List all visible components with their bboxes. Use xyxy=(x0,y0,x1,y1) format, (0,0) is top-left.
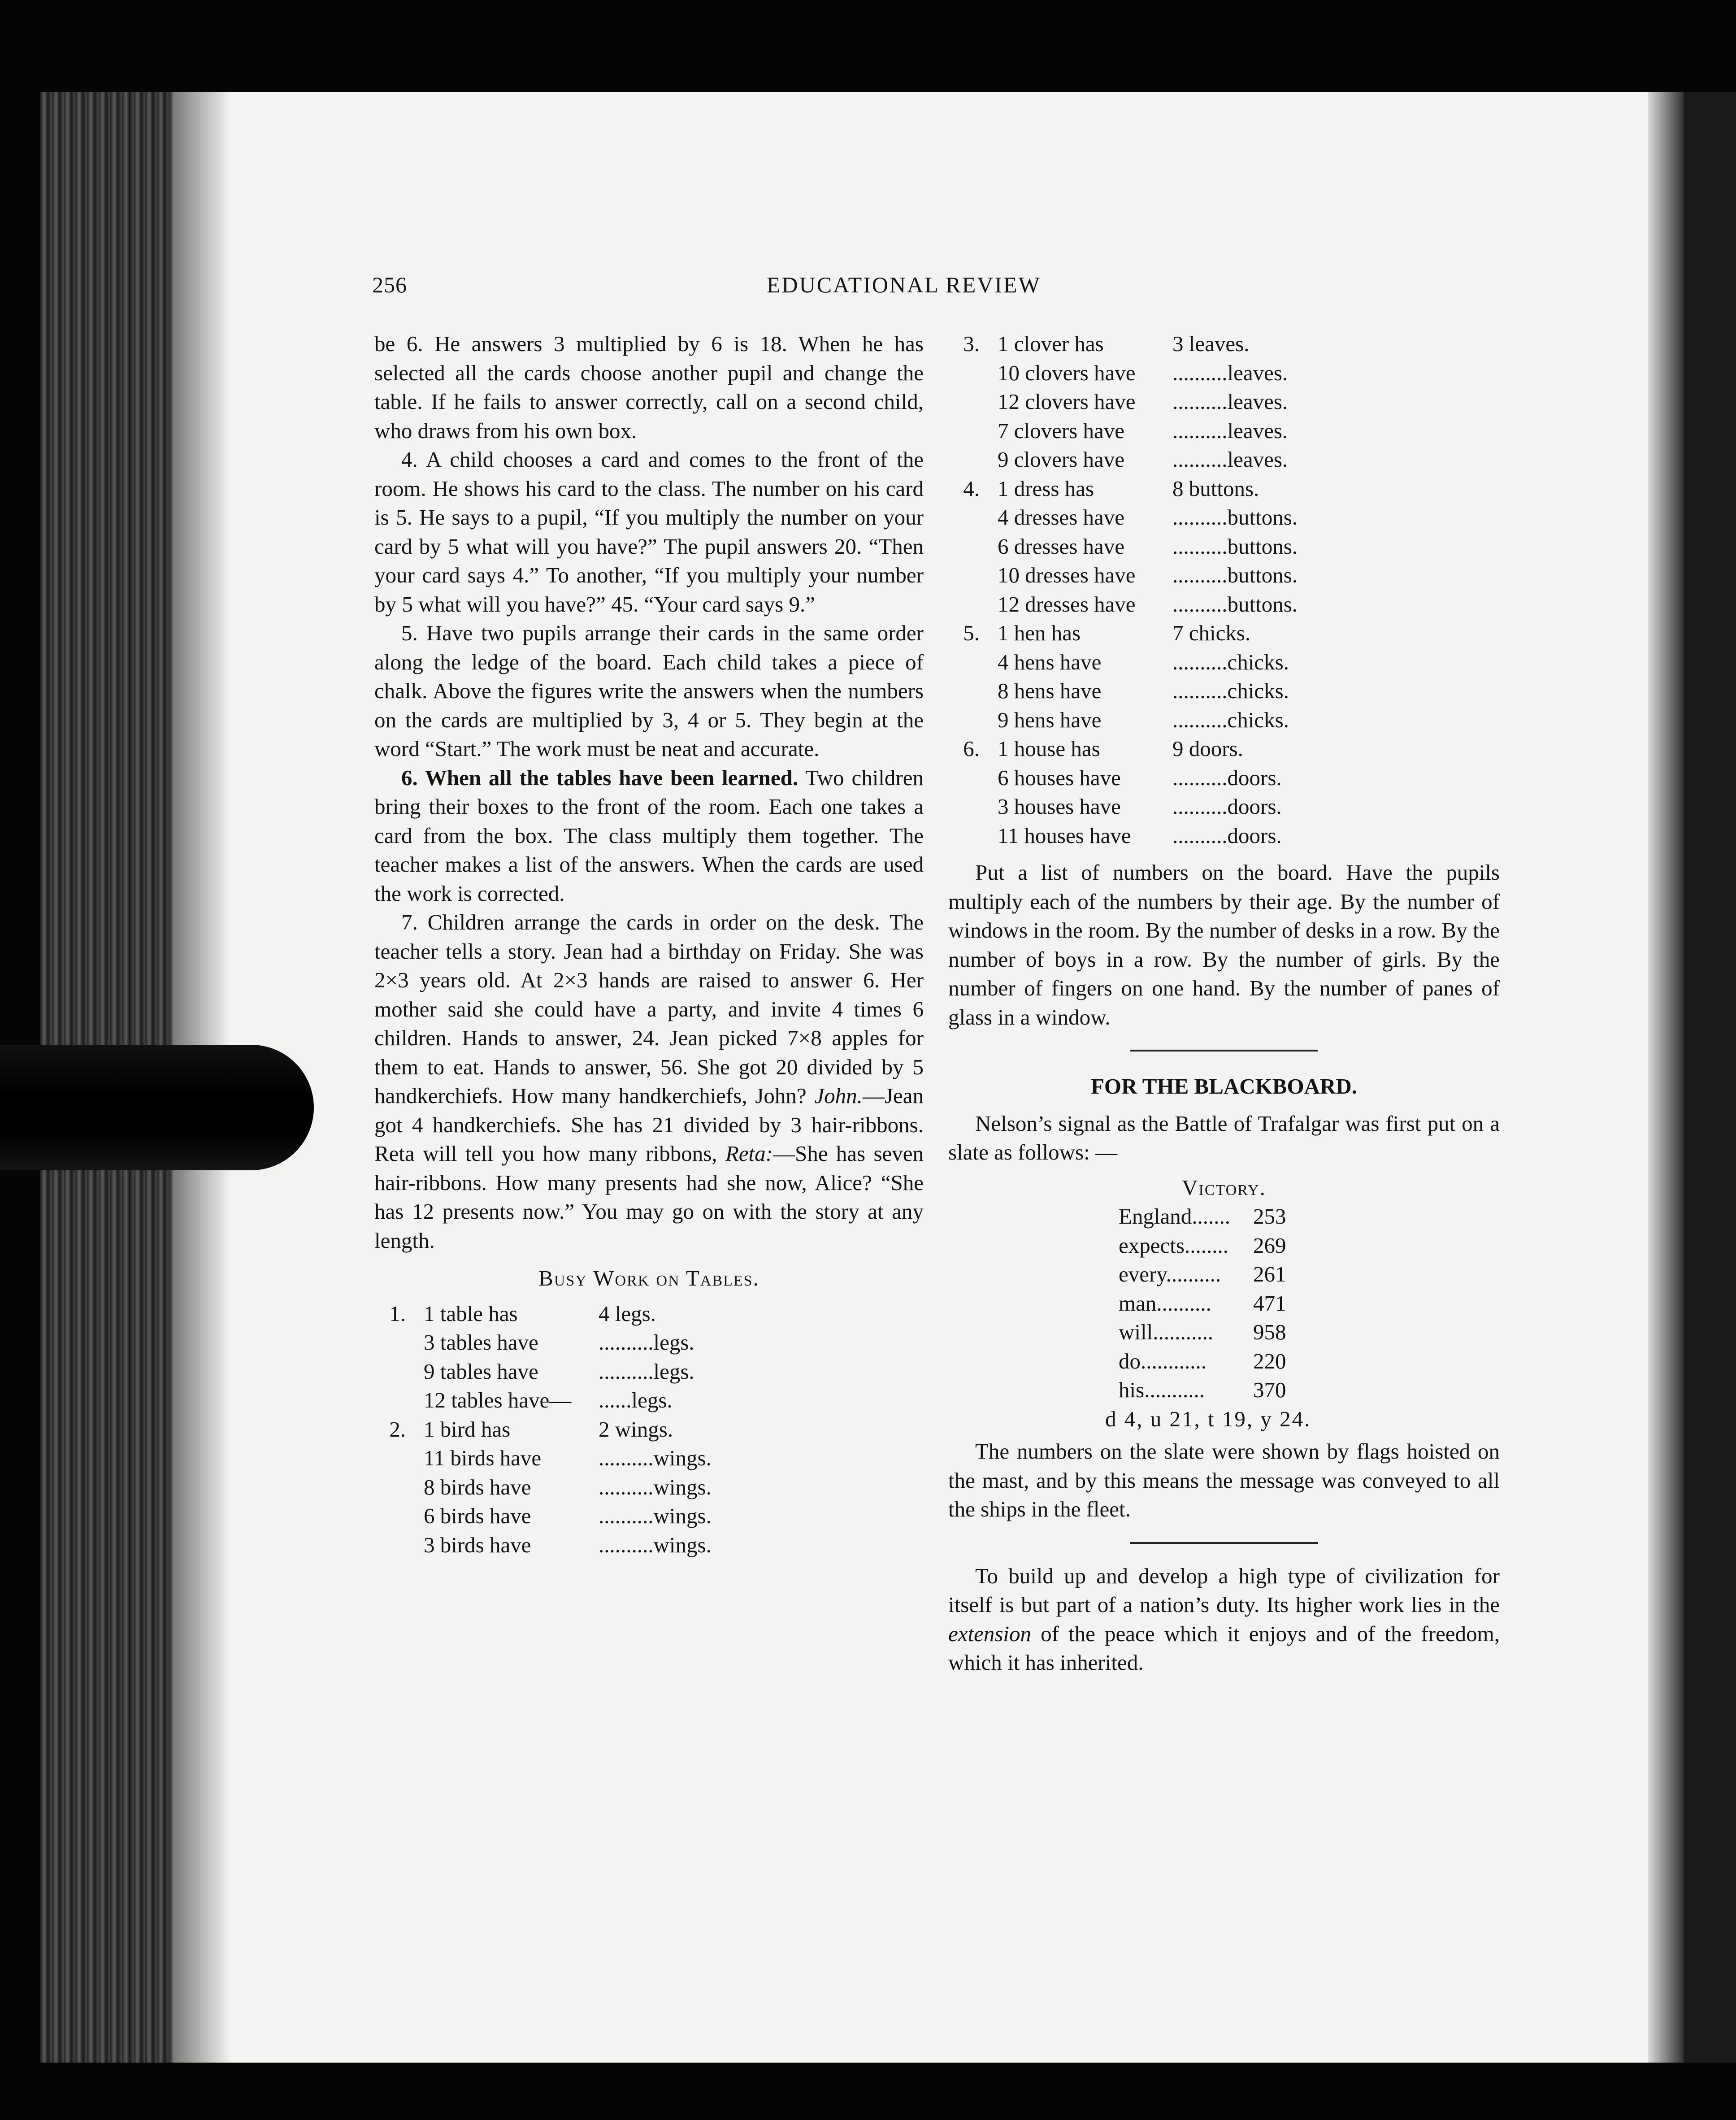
list-item xyxy=(948,503,1500,532)
list-number xyxy=(374,1328,424,1357)
list-item xyxy=(948,706,1500,735)
signal-word xyxy=(1119,1231,1253,1260)
signal-number: 370 xyxy=(1253,1377,1286,1402)
list-number xyxy=(948,417,998,446)
list-value: ..........wings. xyxy=(599,1446,712,1470)
victory-heading: Victory. xyxy=(1182,1175,1266,1200)
list-item xyxy=(948,792,1500,821)
paragraph xyxy=(374,908,924,1255)
list-value: ..........leaves. xyxy=(1172,360,1288,385)
dot-leader: ........... xyxy=(1144,1377,1205,1402)
list-quantity: 6 dresses have xyxy=(998,534,1125,559)
list-number: 4. xyxy=(963,476,980,501)
signal-word-text: man xyxy=(1119,1290,1157,1316)
list-number xyxy=(948,387,998,417)
list-item xyxy=(374,1444,924,1473)
list-value: ..........doors. xyxy=(1172,823,1282,848)
paragraph-text: —Jean got 4 handkerchiefs. She has 21 divided by 3 hair-ribbons. Reta will tell you how many ribbons, xyxy=(374,1083,924,1166)
left-column xyxy=(374,330,924,1560)
signal-code-row xyxy=(1119,1202,1500,1231)
dot-leader: ....... xyxy=(1192,1204,1231,1229)
list-quantity: 1 bird has xyxy=(424,1416,511,1442)
list-value: ..........chicks. xyxy=(1172,707,1289,732)
list-quantity: 1 table has xyxy=(424,1301,518,1326)
list-number xyxy=(948,590,998,619)
list-value: ..........chicks. xyxy=(1172,649,1289,674)
list-quantity: 12 dresses have xyxy=(998,591,1136,617)
dot-leader: .......... xyxy=(1156,1290,1211,1316)
list-value: ..........legs. xyxy=(599,1330,694,1355)
journal-title: EDUCATIONAL REVIEW xyxy=(767,272,1041,297)
paragraph-text: of the peace which it enjoys and of the freedom, which it has inherited. xyxy=(948,1621,1500,1675)
list-number xyxy=(374,1502,424,1531)
list-quantity: 6 houses have xyxy=(998,765,1121,790)
list-quantity: 6 birds have xyxy=(424,1503,531,1528)
signal-number: 261 xyxy=(1253,1262,1286,1286)
list-quantity: 10 dresses have xyxy=(998,563,1136,587)
list-quantity: 8 birds have xyxy=(424,1474,531,1499)
signal-code-row xyxy=(1119,1376,1500,1405)
list-quantity: 8 hens have xyxy=(998,678,1102,703)
paragraph: 4. A child chooses a card and comes to the front of the room. He shows his card to the class. The number on his card is 5. He says to a pupil, “If you multiply the number on your card by 5 what will you have?” The pupil answers 20. “Then your card says 4.” To another, “If you multiply your number by 5 what will you have?” 45. “Your card says 9.” xyxy=(374,447,924,617)
list-quantity: 1 hen has xyxy=(998,621,1081,645)
book-gutter xyxy=(1648,92,1684,2063)
list-quantity: 9 hens have xyxy=(998,707,1102,732)
busy-work-list-left xyxy=(374,1299,924,1560)
paragraph-text: —She has seven hair-ribbons. How many presents had she now, Alice? “She has 12 presents now.” You may go on with the story at any length. xyxy=(374,1141,924,1253)
list-item xyxy=(948,821,1500,851)
signal-word xyxy=(1119,1318,1253,1347)
list-number xyxy=(374,1473,424,1502)
list-number xyxy=(948,792,998,821)
list-item xyxy=(374,1386,924,1415)
list-quantity: 11 houses have xyxy=(998,823,1131,848)
signal-number: 269 xyxy=(1253,1233,1286,1258)
paragraph xyxy=(948,1562,1500,1677)
list-number xyxy=(948,532,998,561)
list-number: 6. xyxy=(963,736,980,761)
list-value: ..........leaves. xyxy=(1172,389,1288,414)
list-item xyxy=(374,1502,924,1531)
list-number xyxy=(374,1444,424,1473)
list-quantity: 3 houses have xyxy=(998,794,1121,819)
signal-number: 220 xyxy=(1253,1348,1286,1373)
list-quantity: 3 birds have xyxy=(424,1532,531,1557)
list-number xyxy=(948,821,998,851)
list-quantity: 4 hens have xyxy=(998,649,1102,674)
list-item xyxy=(948,561,1500,590)
signal-word-text: his xyxy=(1119,1377,1145,1402)
list-item xyxy=(948,764,1500,793)
list-item xyxy=(948,474,1500,504)
signal-word xyxy=(1119,1376,1253,1405)
paragraph: 5. Have two pupils arrange their cards in the same order along the ledge of the board. Each child takes a piece of chalk. Above the figures write the answers when the numbers on the cards are multiplied by 3, 4 or 5. They begin at the word “Start.” The work must be neat and accurate. xyxy=(374,621,924,761)
list-value: ..........buttons. xyxy=(1172,505,1298,530)
signal-word xyxy=(1119,1289,1253,1318)
list-value: ..........chicks. xyxy=(1172,678,1289,703)
list-number xyxy=(948,706,998,735)
signal-extra: d 4, u 21, t 19, y 24. xyxy=(1105,1406,1311,1431)
list-quantity: 10 clovers have xyxy=(998,360,1136,385)
dot-leader: ........... xyxy=(1153,1320,1213,1344)
paragraph: Nelson’s signal as the Battle of Trafalgar was first put on a slate as follows: — xyxy=(948,1111,1500,1164)
list-value: ..........legs. xyxy=(599,1359,694,1384)
list-value: ..........doors. xyxy=(1172,794,1282,819)
list-item xyxy=(948,359,1500,388)
signal-word xyxy=(1119,1202,1253,1231)
list-number xyxy=(948,445,998,474)
italic-name: John. xyxy=(814,1083,863,1108)
paragraph: be 6. He answers 3 multiplied by 6 is 18. When he has selected all the cards choose another pupil and change the table. If he fails to answer correctly, call on a second child, who draws from his own box. xyxy=(374,331,924,443)
list-value: ..........buttons. xyxy=(1172,591,1298,617)
list-item xyxy=(948,648,1500,677)
list-value: ......legs. xyxy=(599,1388,673,1412)
list-number xyxy=(948,359,998,388)
list-quantity: 1 house has xyxy=(998,736,1100,761)
list-quantity: 1 dress has xyxy=(998,476,1094,501)
page-number: 256 xyxy=(372,272,407,297)
busy-work-list-right xyxy=(948,330,1500,850)
paragraph: The numbers on the slate were shown by flags hoisted on the mast, and by this means the message was conveyed to all the ships in the fleet. xyxy=(948,1439,1500,1521)
section-heading: Busy Work on Tables. xyxy=(538,1266,760,1290)
list-number xyxy=(374,1357,424,1386)
list-item xyxy=(948,417,1500,446)
divider xyxy=(1130,1050,1318,1051)
list-quantity: 1 clover has xyxy=(998,331,1104,356)
list-quantity: 9 clovers have xyxy=(998,447,1124,472)
list-item xyxy=(948,445,1500,474)
list-number xyxy=(948,648,998,677)
list-value: 9 doors. xyxy=(1172,736,1243,761)
list-value: ..........wings. xyxy=(599,1474,712,1499)
signal-word-text: every xyxy=(1119,1262,1166,1286)
divider xyxy=(1130,1542,1318,1544)
dot-leader: .......... xyxy=(1166,1262,1221,1286)
signal-word-text: England xyxy=(1119,1204,1192,1229)
list-number xyxy=(374,1386,424,1415)
signal-word xyxy=(1119,1347,1253,1376)
list-value: ..........doors. xyxy=(1172,765,1282,790)
list-number xyxy=(948,503,998,532)
list-number xyxy=(948,764,998,793)
list-value: ..........leaves. xyxy=(1172,418,1288,443)
list-value: 8 buttons. xyxy=(1172,476,1259,501)
paragraph-text: To build up and develop a high type of civilization for itself is but part of a nation’s duty. Its higher work lies in the xyxy=(948,1563,1500,1617)
signal-number: 253 xyxy=(1253,1204,1286,1229)
paragraph-text: Two children bring their boxes to the front of the room. Each one takes a card from the box. The class multiply them together. The teacher makes a list of the answers. When the cards are used the work is corrected. xyxy=(374,765,924,906)
list-quantity: 4 dresses have xyxy=(998,505,1125,530)
list-value: 3 leaves. xyxy=(1172,331,1250,356)
list-quantity: 12 tables have— xyxy=(424,1388,572,1412)
list-item xyxy=(374,1357,924,1386)
list-value: ..........wings. xyxy=(599,1532,712,1557)
signal-code-row xyxy=(1119,1318,1500,1347)
thumb-shadow xyxy=(0,1045,314,1170)
signal-number: 471 xyxy=(1253,1290,1286,1316)
list-quantity: 11 birds have xyxy=(424,1446,542,1470)
list-number: 1. xyxy=(389,1301,406,1326)
signal-code-row xyxy=(1119,1260,1500,1289)
signal-code-table xyxy=(1119,1202,1500,1405)
signal-code-row xyxy=(1119,1231,1500,1260)
list-item xyxy=(374,1415,924,1444)
signal-code-row xyxy=(1119,1289,1500,1318)
list-number: 5. xyxy=(963,621,980,645)
list-value: 4 legs. xyxy=(599,1301,656,1326)
list-item xyxy=(374,1299,924,1329)
list-value: 2 wings. xyxy=(599,1416,673,1442)
list-item xyxy=(374,1328,924,1357)
right-column xyxy=(948,330,1500,1677)
signal-word xyxy=(1119,1260,1253,1289)
list-quantity: 9 tables have xyxy=(424,1359,538,1384)
list-value: ..........buttons. xyxy=(1172,563,1298,587)
signal-word-text: will xyxy=(1119,1320,1153,1344)
list-number: 2. xyxy=(389,1416,406,1442)
paragraph: Put a list of numbers on the board. Have the pupils multiply each of the numbers by their age. By the number of windows in the room. By the number of desks in a row. By the number of boys in a row. By the number of girls. By the number of fingers on one hand. By the number of panes of glass in a window. xyxy=(948,860,1500,1030)
list-quantity: 3 tables have xyxy=(424,1330,538,1355)
list-item xyxy=(948,619,1500,648)
facing-page-edge xyxy=(1684,92,1736,2063)
list-quantity: 12 clovers have xyxy=(998,389,1136,414)
list-item xyxy=(948,590,1500,619)
list-item xyxy=(948,677,1500,706)
list-number xyxy=(374,1531,424,1560)
list-number xyxy=(948,561,998,590)
list-value: ..........buttons. xyxy=(1172,534,1298,559)
list-item xyxy=(948,532,1500,561)
section-heading: FOR THE BLACKBOARD. xyxy=(1091,1074,1357,1099)
list-value: ..........leaves. xyxy=(1172,447,1288,472)
list-value: 7 chicks. xyxy=(1172,621,1251,645)
signal-number: 958 xyxy=(1253,1320,1286,1344)
paragraph-text: 7. Children arrange the cards in order on the desk. The teacher tells a story. Jean had a birthday on Friday. She was 2×3 years old. At 2×3 hands are raised to answer 6. Her mother said she could have a party, and invite 4 times 6 children. Hands to answer, 24. Jean picked 7×8 apples for them to eat. Hands to answer, 56. She got 20 divided by 5 handkerchiefs. How many handkerchiefs, John? xyxy=(374,910,924,1108)
list-item xyxy=(374,1531,924,1560)
list-number: 3. xyxy=(963,331,980,356)
signal-word-text: expects xyxy=(1119,1233,1185,1258)
list-item xyxy=(374,1473,924,1502)
paragraph xyxy=(374,764,924,908)
list-value: ..........wings. xyxy=(599,1503,712,1528)
bold-heading: 6. When all the tables have been learned. xyxy=(401,765,799,790)
list-item xyxy=(948,330,1500,359)
list-item xyxy=(948,734,1500,764)
signal-code-row xyxy=(1119,1347,1500,1376)
italic-name: Reta: xyxy=(725,1141,773,1166)
italic-word: extension xyxy=(948,1621,1032,1646)
list-quantity: 7 clovers have xyxy=(998,418,1124,443)
signal-word-text: do xyxy=(1119,1348,1141,1373)
list-number xyxy=(948,677,998,706)
dot-leader: ........ xyxy=(1184,1233,1228,1258)
list-item xyxy=(948,387,1500,417)
dot-leader: ............ xyxy=(1141,1348,1207,1373)
